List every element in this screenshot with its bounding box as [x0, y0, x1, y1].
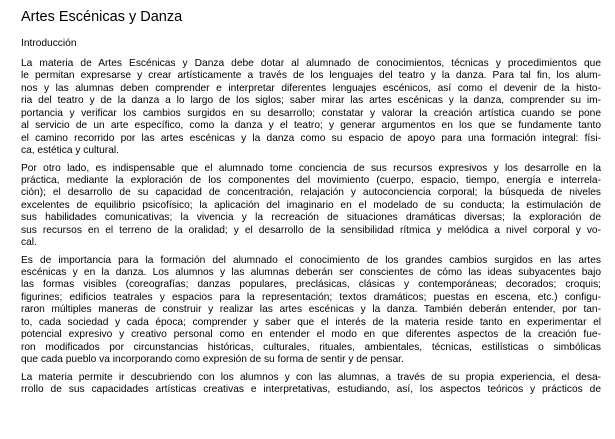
paragraph	[21, 163, 601, 250]
section-heading: Introducción	[21, 38, 77, 49]
document-body	[21, 58, 601, 401]
paragraph-line: Es de importancia para la formación del alumnado el conocimiento de los grandes cambios surgidos en las artes	[21, 254, 601, 266]
paragraph-line: cal.	[21, 237, 37, 249]
paragraph-line: to, cada sociedad y cada época; comprender y saber que el interés de la materia reside tanto en experimentar el	[21, 316, 601, 328]
paragraph-line: al servicio de un arte específico, como la danza y el teatro; y generar argumentos en los que se fundamente tanto	[21, 120, 601, 132]
paragraph-line: ca, estética y cultural.	[21, 145, 119, 157]
paragraph-line: sus recursos en el terreno de la oralidad; y el desarrollo de la sensibilidad rítmica y melódica a nivel corporal y vo-	[21, 224, 601, 236]
paragraph-line: escénicas y en la danza. Los alumnos y las alumnas deberán ser conscientes de cómo las ideas subyacentes bajo	[21, 267, 601, 278]
paragraph-line: le permitan expresarse y crear artísticamente a través de los lenguajes del teatro y la danza. Para tal fin, los alum-	[21, 70, 601, 82]
paragraph-line: las formas visibles (coreografías; danzas populares, preclásicas, clásicas y contemporáneas; decorados; croquis;	[21, 279, 601, 291]
paragraph-line: rrollo de sus capacidades artísticas creativas e interpretativas, estudiando, así, los aspectos teóricos y prácticos de	[21, 383, 601, 395]
paragraph-line: que cada pueblo va incorporando como expresión de su forma de sentir y de pensar.	[21, 354, 404, 366]
paragraph-line: Por otro lado, es indispensable que el alumnado tome conciencia de sus recursos expresivos y los desarrolle en la	[21, 162, 601, 174]
paragraph-line: práctica, mediante la exploración de los componentes del movimiento (cuerpo, espacio, tiempo, energía e interrela-	[21, 174, 601, 186]
paragraph-line: ción); el desarrollo de su capacidad de concentración, relajación y autoconciencia corporal; la búsqueda de niveles	[21, 187, 601, 199]
paragraph-line: potencial expresivo y creativo personal como en entender el modo en que diferentes aspectos de la creación fue-	[21, 329, 601, 341]
paragraph-line: el camino recorrido por las artes escénicas y la danza como su espacio de apoyo para una formación integral: físi-	[21, 132, 601, 144]
paragraph-line: La materia de Artes Escénicas y Danza debe dotar al alumnado de conocimientos, técnicas y procedimientos que	[21, 58, 601, 69]
paragraph-line: figurines; edificios teatrales y espacios para la representación; textos dramáticos; puestas en escena, etc.) configu-	[21, 291, 601, 303]
paragraph	[21, 372, 601, 397]
paragraph	[21, 58, 601, 158]
paragraph-line: excelentes de equilibrio psicofísico; la aplicación del imaginario en el modelado de su conducta; la estimulación de	[21, 199, 601, 211]
paragraph-line: portancia y verificar los cambios surgidos en su desarrollo; constatar y valorar la creación artística cuando se pone	[21, 107, 601, 119]
paragraph-line: La materia permite ir descubriendo con los alumnos y con las alumnas, a través de su propia experiencia, el desa-	[21, 371, 601, 383]
paragraph-line: ron modificados por circunstancias históricas, culturales, rituales, ambientales, técnicas, estilísticas o simbólicas	[21, 341, 601, 353]
paragraph-line: ria del teatro y de la danza a lo largo de los siglos; saber mirar las artes escénicas y la danza, comprender su im-	[21, 95, 601, 107]
paragraph	[21, 255, 601, 367]
document-title: Artes Escénicas y Danza	[21, 9, 183, 25]
paragraph-line: nos y las alumnas deben comprender e interpretar diferentes lenguajes escénicos, así como el devenir de la histo-	[21, 82, 601, 94]
paragraph-line: raron múltiples maneras de construir y realizar las artes escénicas y la danza. También deberán entender, por tan-	[21, 304, 601, 316]
paragraph-line: sus habilidades comunicativas; la vivencia y la recreación de situaciones dramáticas diversas; la exploración de	[21, 212, 601, 224]
